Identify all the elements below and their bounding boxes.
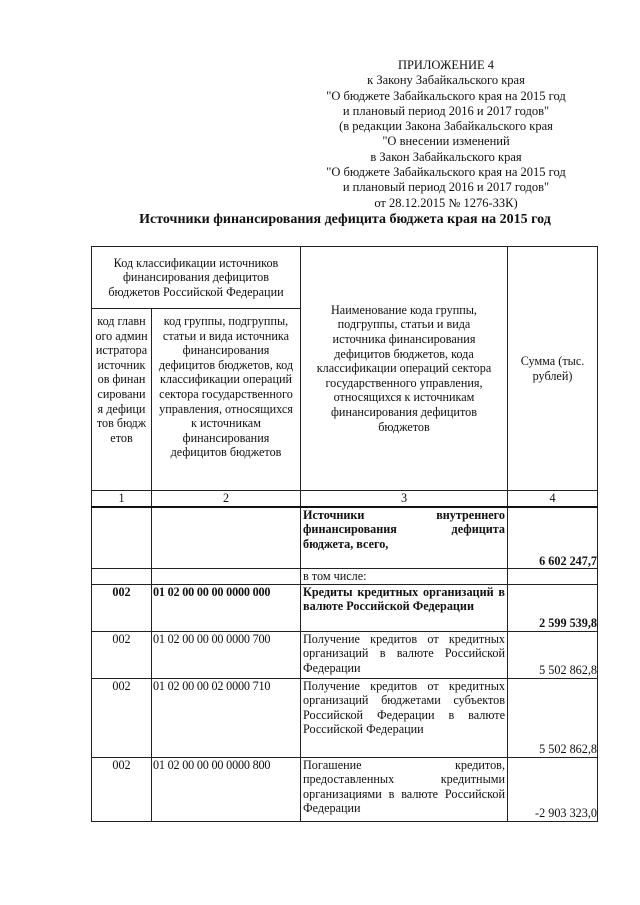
header-name: Наименование кода группы, подгруппы, статьи и вида источника финансирования дефицитов бюджетов, кода классификации операций сектора государственного управления, относящихся к источникам финансирования дефицитов бюджетов xyxy=(301,247,508,491)
header-line: и плановый период 2016 и 2017 годов" xyxy=(342,103,550,118)
header-classification-group: Код классификации источников финансирования дефицитов бюджетов Российской Федерации xyxy=(92,247,301,309)
table-row xyxy=(92,631,598,678)
header-line: (в редакции Закона Забайкальского края xyxy=(339,119,553,134)
appendix-header xyxy=(300,58,592,211)
row-admin xyxy=(92,507,152,569)
row-name: Получение кредитов от кредитных организаций в валюте Российской Федерации xyxy=(301,631,508,678)
row-name: Погашение кредитов, предоставленных кредитными организациями в валюте Российской Федерации xyxy=(301,757,508,821)
row-name: в том числе: xyxy=(301,569,508,585)
row-code: 01 02 00 00 00 0000 800 xyxy=(152,757,301,821)
header-sum: Сумма (тыс. рублей) xyxy=(508,247,598,491)
table-row xyxy=(92,507,598,569)
header-line: "О бюджете Забайкальского края на 2015 год xyxy=(326,88,566,103)
col-number: 4 xyxy=(508,491,598,507)
header-line: "О внесении изменений xyxy=(382,134,510,149)
row-code: 01 02 00 00 00 0000 700 xyxy=(152,631,301,678)
row-code: 01 02 00 00 00 0000 000 xyxy=(152,584,301,631)
row-name: Кредиты кредитных организаций в валюте Российской Федерации xyxy=(301,584,508,631)
table-row xyxy=(92,584,598,631)
header-line: "О бюджете Забайкальского края на 2015 год xyxy=(326,165,566,180)
page-title: Источники финансирования дефицита бюджета края на 2015 год xyxy=(139,212,551,227)
header-line: от 28.12.2015 № 1276-ЗЗК) xyxy=(374,195,518,210)
table-row xyxy=(92,678,598,757)
row-sum: -2 903 323,0 xyxy=(508,757,598,821)
sources-table xyxy=(91,246,598,822)
header-admin-code: код главного администратора источников финансирования дефицитов бюджетов xyxy=(92,309,152,491)
row-sum: 2 599 539,8 xyxy=(508,584,598,631)
col-number: 3 xyxy=(301,491,508,507)
header-line: и плановый период 2016 и 2017 годов" xyxy=(342,180,550,195)
row-sum: 5 502 862,8 xyxy=(508,678,598,757)
row-name: Получение кредитов от кредитных организаций бюджетами субъектов Российской Федерации в валюте Российской Федерации xyxy=(301,678,508,757)
col-number: 2 xyxy=(152,491,301,507)
row-code: 01 02 00 00 02 0000 710 xyxy=(152,678,301,757)
row-admin: 002 xyxy=(92,584,152,631)
row-sum: 6 602 247,7 xyxy=(508,507,598,569)
header-source-code: код группы, подгруппы, статьи и вида источника финансирования дефицитов бюджетов, код классификации операций сектора государственного управления, относящихся к источникам финансирования дефицитов бюджетов xyxy=(152,309,301,491)
row-admin: 002 xyxy=(92,631,152,678)
header-line: ПРИЛОЖЕНИЕ 4 xyxy=(397,58,495,72)
row-admin: 002 xyxy=(92,757,152,821)
header-line: в Закон Забайкальского края xyxy=(370,149,522,164)
row-admin xyxy=(92,569,152,585)
header-line: к Закону Забайкальского края xyxy=(367,73,525,88)
col-number: 1 xyxy=(92,491,152,507)
table-row xyxy=(92,757,598,821)
row-sum: 5 502 862,8 xyxy=(508,631,598,678)
row-name: Источники внутреннего финансирования дефицита бюджета, всего, xyxy=(301,507,508,569)
row-code xyxy=(152,507,301,569)
row-admin: 002 xyxy=(92,678,152,757)
table-row xyxy=(92,569,598,585)
row-code xyxy=(152,569,301,585)
row-sum xyxy=(508,569,598,585)
